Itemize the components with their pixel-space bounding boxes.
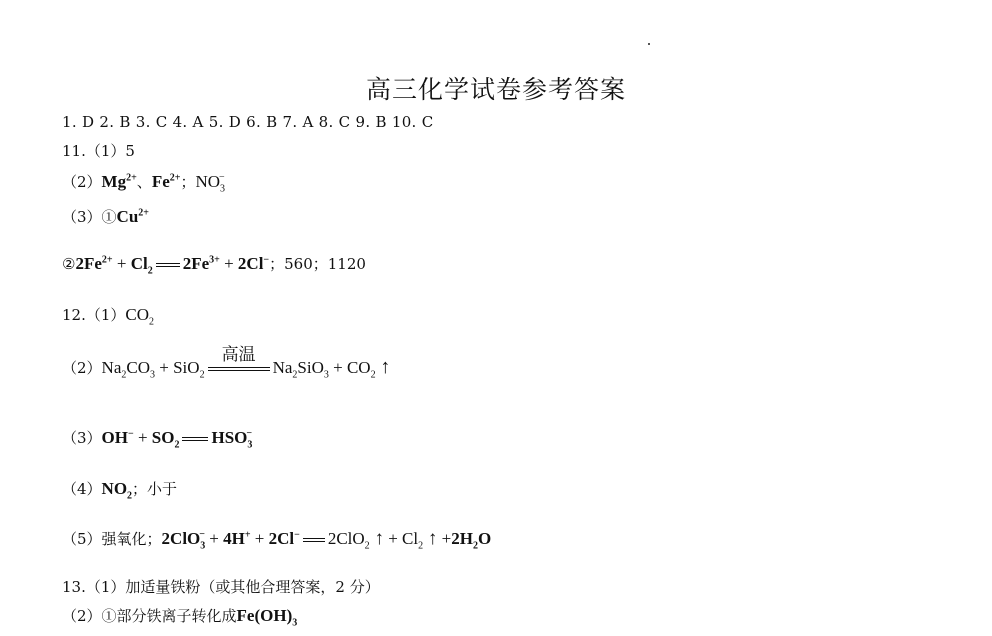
gas-arrow-icon: ↑ bbox=[380, 356, 391, 378]
mcq-answers: 1. D 2. B 3. C 4. A 5. D 6. B 7. A 8. C 9. B 10. C bbox=[62, 113, 434, 131]
equals-sign bbox=[303, 538, 325, 542]
q12-part4: $(4)NO_2$；小于 bbox=[62, 479, 178, 502]
equals-sign bbox=[156, 263, 180, 267]
q12-part5-equation: （5）强氧化；2ClO$_3$− + 4H+ + 2Cl− 2ClO$_2$ ↑ + $Cl_2$ ↑ $+2H_2O$ bbox=[62, 528, 492, 552]
q12-part2-equation: $(2)Na_2CO_3 + SiO_2$ 高温 $Na_2SiO_3 + CO_2$ ↑ bbox=[62, 345, 391, 381]
q12-part3-equation: $(3)OH^- + SO_2$ $HSO_3^-$ bbox=[62, 428, 253, 451]
equals-sign bbox=[182, 437, 208, 441]
q13-part1: 13.（1）加适量铁粉（或其他合理答案，2 分） bbox=[62, 578, 380, 596]
condition-label: 高温 bbox=[221, 345, 256, 365]
scan-speck bbox=[648, 43, 650, 45]
gas-arrow-icon: ↑ bbox=[427, 528, 438, 549]
gas-arrow-icon: ↑ bbox=[374, 528, 384, 549]
q11-part4-equation: $②2Fe^{2+} + Cl_2$ $2Fe^{3+} + 2Cl^-$；560；1120 bbox=[62, 254, 366, 277]
q11-part3: $(3)①Cu^{2+}$ bbox=[62, 207, 149, 226]
q11-part2: $(2)Mg^{2+}$、$Fe^{2+}$；$NO_3^-$ bbox=[62, 172, 226, 195]
reaction-condition-equals bbox=[208, 345, 270, 371]
q11-part1: 11.（1）5 bbox=[62, 142, 135, 160]
q13-part2: （2）①部分铁离子转化成$Fe(OH)_3$ bbox=[62, 606, 298, 629]
q12-part1: $12.(1)CO_2$ bbox=[62, 305, 155, 328]
page-title: 高三化学试卷参考答案 bbox=[365, 75, 626, 104]
